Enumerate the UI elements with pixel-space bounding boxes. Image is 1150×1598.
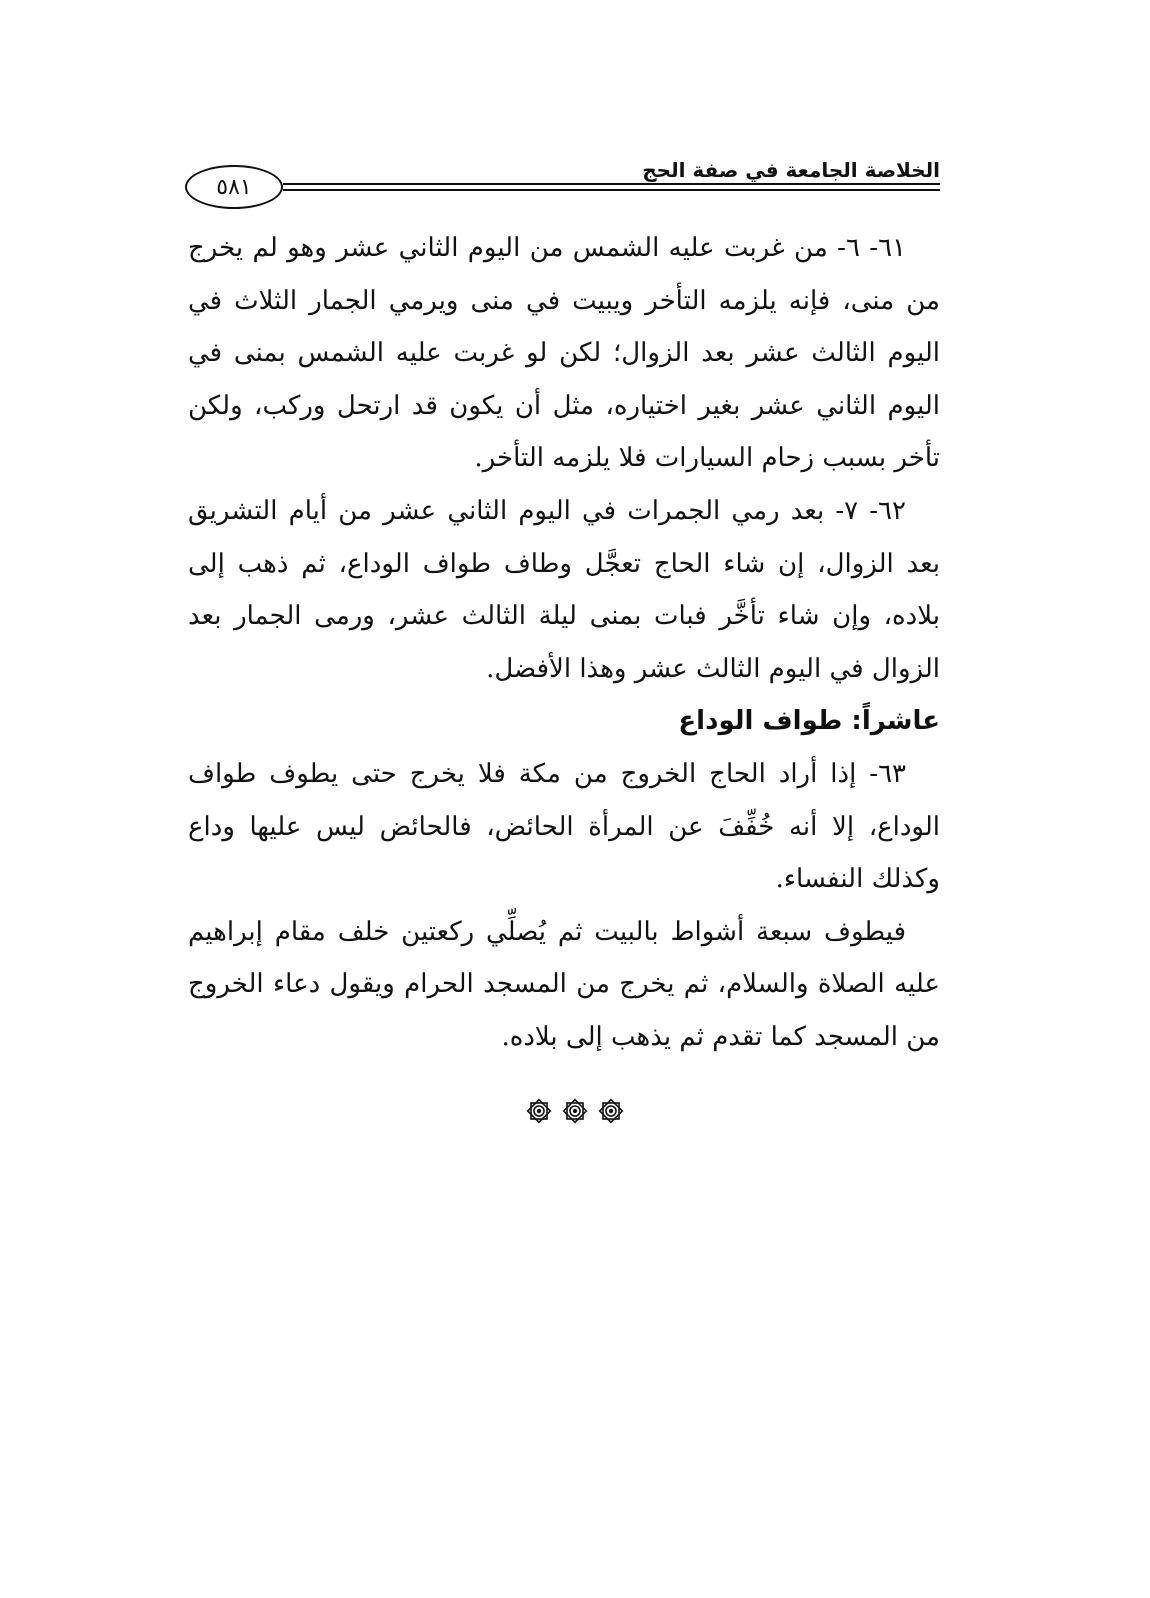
section-heading: عاشراً: طواف الوداع — [678, 706, 940, 737]
rosette-icon — [562, 1098, 588, 1124]
paragraph-61: ٦١- ٦- من غربت عليه الشمس من اليوم الثاني عشر وهو لم يخرج من منى، فإنه يلزمه التأخر ويبيت في منى ويرمي الجمار الثلاث في اليوم الثالث عشر بعد الزوال؛ لكن لو غربت عليه الشمس بمنى في اليوم الثاني عشر بغير اختياره، مثل أن يكون قد ارتحل وركب، ولكن تأخر بسبب زحام السيارات فلا يلزمه التأخر. — [188, 233, 940, 474]
header-rule-bottom — [283, 189, 940, 191]
paragraph-63: ٦٣- إذا أراد الحاج الخروج من مكة فلا يخرج حتى يطوف طواف الوداع، إلا أنه خُفِّفَ عن المرأة الحائض، فالحائض ليس عليها وداع وكذلك النفساء. — [188, 758, 940, 895]
page-header — [185, 155, 940, 225]
paragraph-tawaf: فيطوف سبعة أشواط بالبيت ثم يُصلِّي ركعتين خلف مقام إبراهيم عليه الصلاة والسلام، ثم يخرج من المسجد الحرام ويقول دعاء الخروج من المسجد كما تقدم ثم يذهب إلى بلاده. — [188, 916, 940, 1052]
rosette-icon — [526, 1098, 552, 1124]
page-number: ٥٨١ — [216, 174, 252, 200]
page-body — [188, 222, 940, 1064]
section-end-ornament — [0, 1098, 1150, 1124]
page-number-badge — [185, 165, 283, 209]
paragraph-62: ٦٢- ٧- بعد رمي الجمرات في اليوم الثاني عشر من أيام التشريق بعد الزوال، إن شاء الحاج تعجَّل وطاف طواف الوداع، ثم ذهب إلى بلاده، وإن شاء تأخَّر فبات بمنى ليلة الثالث عشر، ورمى الجمار بعد الزوال في اليوم الثالث عشر وهذا الأفضل. — [188, 495, 940, 684]
header-rule-top — [283, 183, 940, 185]
running-title: الخلاصة الجامعة في صفة الحج — [642, 158, 940, 182]
rosette-icon — [598, 1098, 624, 1124]
